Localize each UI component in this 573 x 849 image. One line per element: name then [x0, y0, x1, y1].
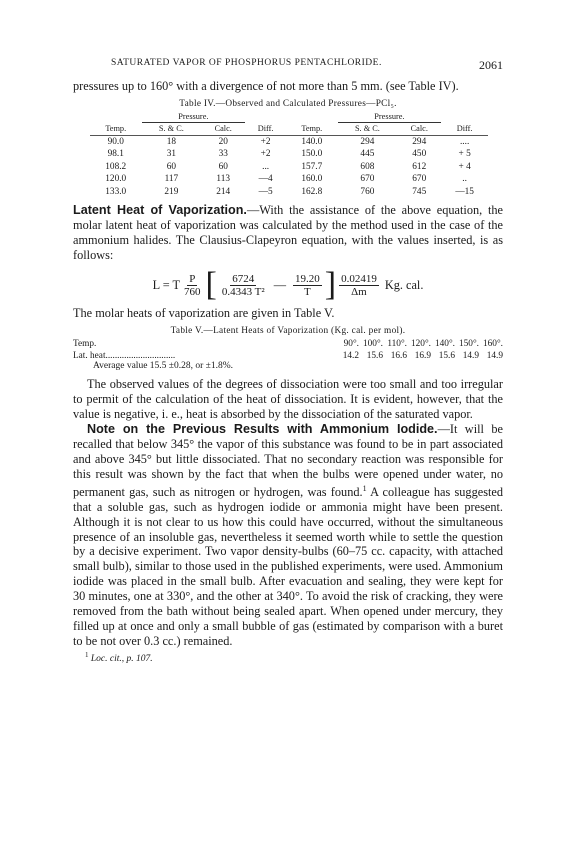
table4-cell: 120.0	[105, 174, 127, 185]
table4-cell: 670	[412, 174, 427, 185]
table5-temp: 90°.	[343, 339, 359, 350]
table4-group-label-right: Pressure.	[338, 111, 442, 123]
table4-cell: +2	[260, 149, 271, 160]
note-heading: Note on the Previous Results with Ammonium Iodide.	[87, 422, 438, 437]
note-text-b: A colleague has suggested that a soluble gas, such as hydrogen iodide or ammonia might have been present. Although it is not clear to us how this could have occurred, without the simultaneous presence of an insoluble gas, nevertheless it seemed worth while to settle the question by a decisive experiment. Two vapor density-bulbs (60–75 cc. capacity, with attached small bulb), similar to those used in the published experiments, were used. Ammonium iodide was placed in the small bulb. After evacuation and sealing, they were kept for 30 minutes, one at 330°, and the other at 340°. To avoid the risk of cracking, they were removed from the bath without being sealed apart. When opened under mercury, they filled up at once and only a small bubble of gas (estimated by comparison with a buret to be not over 0.3 cc.) remained.	[73, 484, 503, 648]
table4-cell: 31	[166, 149, 177, 160]
table4-cell: 33	[218, 149, 228, 160]
footnote-marker: 1	[362, 483, 367, 493]
table4-column-header: Diff.	[245, 122, 286, 135]
table4-column-header: S. & C.	[142, 122, 202, 135]
table4-cell: 160.0	[301, 174, 323, 185]
table5-temp-label: Temp.	[73, 339, 97, 350]
table4-cell: —4	[258, 174, 273, 185]
table4-cell: 113	[216, 174, 231, 185]
table4-group-label-left: Pressure.	[142, 111, 246, 123]
formula-fraction-p: $\frac{P}{760}$	[184, 272, 201, 298]
table5-temp: 100°.	[363, 339, 383, 350]
table4-cell: 18	[166, 137, 177, 148]
table4-column-header: Temp.	[286, 122, 338, 135]
table5-heat: 14.9	[462, 350, 479, 361]
table5-average: Average value 15.5 ±0.28, or ±1.8%.	[93, 361, 234, 372]
table4-cell: + 4	[458, 161, 471, 172]
table4-cell: 60	[218, 161, 228, 172]
table5-heat: 15.6	[366, 350, 383, 361]
table5-heat: 16.6	[390, 350, 407, 361]
table5-heat: 16.9	[414, 350, 431, 361]
footnote-number: 1	[85, 650, 89, 659]
latent-heat-text: —With the assistance of the above equation, the molar latent heat of vaporization was calculated by the method used in the case of the ammonium halides. The Clausius-Clapeyron equation, with the values inserted, is as follows:	[73, 202, 503, 262]
table4-column-header: Calc.	[397, 122, 441, 135]
table4-cell: + 5	[458, 149, 471, 160]
table4-cell: 294	[412, 137, 427, 148]
page-number: 2061	[479, 58, 503, 72]
table4-cell: 90.0	[107, 137, 124, 148]
table4-cell: 150.0	[301, 149, 323, 160]
note-text-a: —It will be recalled that below 345° the vapor of this substance was found to be in part associated and above 345° but little dissociated. That no secondary reaction was responsible for this result was shown by the fact that when the bulbs were opened under water, no permanent gas, such as nitrogen or hydrogen, was found.	[73, 422, 503, 499]
formula-lhs: L = T	[152, 277, 181, 292]
table4-cell: 612	[412, 161, 427, 172]
table5-heat: 15.6	[438, 350, 455, 361]
table5-temp: 120°.	[411, 339, 431, 350]
table-row	[90, 185, 488, 197]
table4-cell: 745	[412, 186, 427, 197]
table4-cell: 140.0	[301, 137, 323, 148]
intro-paragraph: pressures up to 160° with a divergence of not more than 5 mm. (see Table IV).	[73, 79, 459, 93]
formula-fraction-002419: $\frac{0.02419}{\Delta m}$	[341, 272, 377, 298]
table4-cell: 608	[360, 161, 375, 172]
table4-cell: ..	[462, 174, 467, 185]
table5-temp: 110°.	[387, 339, 407, 350]
table5-heat-label: Lat. heat..............................	[73, 350, 176, 361]
table4-cell: 450	[412, 149, 427, 160]
table5-temp: 150°.	[459, 339, 479, 350]
table4-column-header: Temp.	[90, 122, 142, 135]
table4-caption: Table IV.—Observed and Calculated Pressures—PCl₅.	[179, 98, 397, 109]
footnote	[73, 651, 503, 664]
clausius-clapeyron-formula	[73, 267, 503, 303]
table4-cell: 294	[360, 137, 375, 148]
table4-cell: 760	[360, 186, 375, 197]
formula-close-bracket: ]	[324, 266, 337, 304]
footnote-text: Loc. cit., p. 107.	[90, 653, 153, 664]
formula-fraction-1920: $\frac{19.20}{T}$	[294, 272, 320, 298]
table4-cell: 60	[166, 161, 177, 172]
table5-temp-row	[73, 338, 503, 350]
table4-cell: 219	[164, 186, 179, 197]
table5-temp: 160°.	[483, 339, 503, 350]
table4-header-row	[90, 122, 488, 135]
table-row	[90, 161, 488, 173]
formula-unit: Kg. cal.	[384, 277, 424, 292]
formula-open-bracket: [	[205, 266, 217, 304]
table4-cell: +2	[260, 137, 271, 148]
table4-cell: 214	[216, 186, 231, 197]
latent-heat-paragraph	[73, 203, 503, 263]
table4-cell: ...	[262, 161, 270, 172]
table4-cell: 157.7	[301, 161, 323, 172]
table4	[90, 111, 488, 198]
table-row	[90, 135, 488, 148]
formula-minus: —	[273, 277, 286, 292]
formula-fraction-6724: $\frac{6724}{\text{0.4343 T²}}$	[221, 272, 265, 298]
table5-intro: The molar heats of vaporization are given in Table V.	[73, 306, 335, 321]
table4-group-row	[90, 111, 488, 123]
table5-temp: 140°.	[435, 339, 455, 350]
table4-cell: 162.8	[301, 186, 323, 197]
table5-heat: 14.2	[342, 350, 359, 361]
table4-cell: 670	[360, 174, 375, 185]
running-header	[73, 58, 503, 73]
table4-cell: 98.1	[107, 149, 124, 160]
table4-column-header: Diff.	[441, 122, 488, 135]
table4-cell: 20	[218, 137, 228, 148]
table4-column-header: Calc.	[201, 122, 245, 135]
dissociation-paragraph: The observed values of the degrees of dissociation were too small and too irregular to permit of the calculation of the heat of dissociation. It is evident, however, that the value is negative, i. e., heat is absorbed by the dissociation of the saturated vapor.	[73, 377, 503, 422]
table4-cell: —5	[258, 186, 273, 197]
table4-cell: ....	[459, 137, 470, 148]
table-row	[90, 148, 488, 160]
table4-cell: 108.2	[105, 161, 127, 172]
table5-heat-row	[73, 350, 503, 362]
running-title: SATURATED VAPOR OF PHOSPHORUS PENTACHLORIDE.	[111, 58, 382, 68]
table5-heat: 14.9	[486, 350, 503, 361]
table-row	[90, 173, 488, 185]
table4-cell: 133.0	[105, 186, 127, 197]
note-paragraph	[73, 422, 503, 649]
table5-caption: Table V.—Latent Heats of Vaporization (Kg. cal. per mol).	[170, 326, 406, 337]
table5	[73, 338, 503, 361]
latent-heat-heading: Latent Heat of Vaporization.	[73, 202, 247, 217]
table4-cell: —15	[455, 186, 474, 197]
page	[73, 58, 503, 664]
table4-column-header: S. & C.	[338, 122, 398, 135]
table4-cell: 117	[164, 174, 179, 185]
table4-cell: 445	[360, 149, 375, 160]
